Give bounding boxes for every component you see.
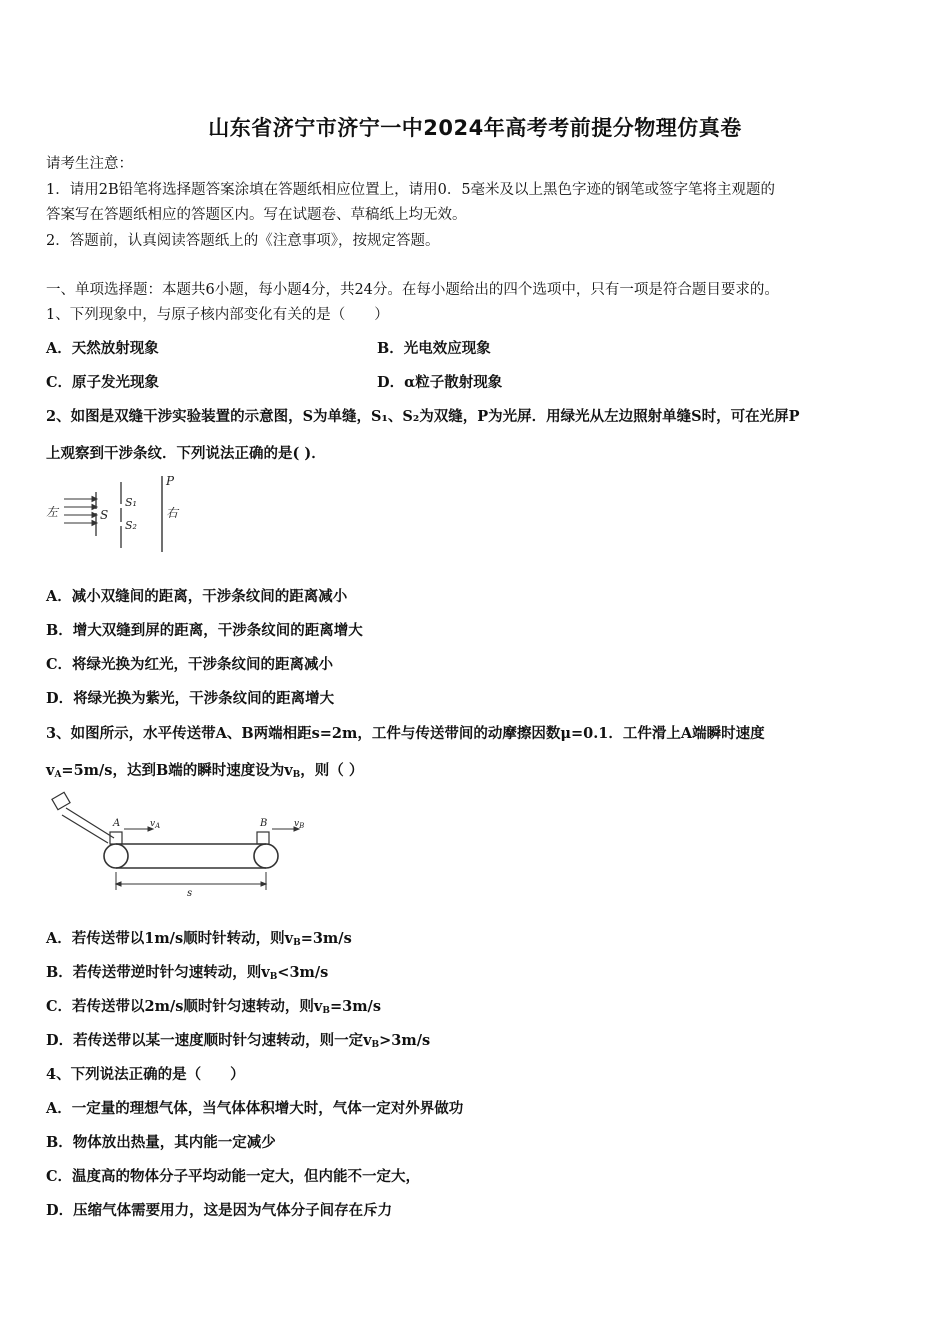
q3-option-b-value: <3m/s: [277, 964, 329, 981]
light-rays: [64, 497, 97, 526]
q3-option-b: [46, 961, 328, 982]
q1-option-d: D．α粒子散射现象: [377, 374, 503, 391]
exam-title: 山东省济宁市济宁一中2024年高考考前提分物理仿真卷: [208, 116, 742, 140]
q3-v: v: [46, 762, 55, 779]
q3-option-b-text: B．若传送带逆时针匀速转动，则v: [46, 964, 270, 981]
roller-b: [254, 844, 278, 868]
q2-stem-line-1: 2、如图是双缝干涉实验装置的示意图，S为单缝，S₁、S₂为双缝，P为光屏．用绿光从左边照射单缝S时，可在光屏P: [46, 408, 800, 425]
q3-stem-line-1: 3、如图所示，水平传送带A、B两端相距s=2m，工件与传送带间的动摩擦因数μ=0.1．工件滑上A端瞬时速度: [46, 725, 765, 742]
q2-stem-line-2: 上观察到干涉条纹．下列说法正确的是( )．: [46, 445, 326, 462]
q3-option-a: [46, 927, 352, 948]
q3-stem-middle: =5m/s，达到B端的瞬时速度设为v: [61, 762, 293, 779]
q4-option-b: B．物体放出热量，其内能一定减少: [46, 1134, 276, 1151]
q1-option-c: C．原子发光现象: [46, 374, 160, 391]
q2-option-d: D．将绿光换为紫光，干涉条纹间的距离增大: [46, 690, 335, 707]
q3-option-a-text: A．若传送带以1m/s顺时针转动，则v: [46, 930, 294, 947]
q3-v-sub-a: A: [54, 770, 62, 780]
q3-option-c-value: =3m/s: [329, 998, 382, 1015]
section-1-heading: 一、单项选择题：本题共6小题，每小题4分，共24分。在每小题给出的四个选项中，只有一项是符合题目要求的。: [46, 282, 779, 298]
q3-option-d-value: >3m/s: [379, 1032, 431, 1049]
label-vb: $v_B$: [294, 819, 305, 830]
block-a: [110, 832, 122, 844]
q1-option-b: B．光电效应现象: [377, 340, 491, 357]
q3-stem-line-2: [46, 759, 363, 780]
notice-heading: 请考生注意：: [46, 156, 133, 172]
q2-option-c: C．将绿光换为红光，干涉条纹间的距离减小: [46, 656, 334, 673]
q3-option-d-text: D．若传送带以某一速度顺时针匀速转动，则一定v: [46, 1032, 372, 1049]
q3-option-c-text: C．若传送带以2m/s顺时针匀速转动，则v: [46, 998, 323, 1015]
q1-stem: 1、下列现象中，与原子核内部变化有关的是（ ）: [46, 307, 389, 323]
q3-stem-end: ，则（ ）: [300, 762, 364, 779]
block-b: [257, 832, 269, 844]
label-a: A: [113, 818, 121, 829]
q4-option-a: A．一定量的理想气体，当气体体积增大时，气体一定对外界做功: [46, 1100, 464, 1117]
q4-stem: 4、下列说法正确的是（ ）: [46, 1066, 245, 1083]
q4-option-c: C．温度高的物体分子平均动能一定大，但内能不一定大，: [46, 1168, 421, 1185]
q4-option-d: D．压缩气体需要用力，这是因为气体分子间存在斥力: [46, 1202, 393, 1219]
q3-option-d-sub: B: [371, 1040, 380, 1050]
notice-line-3: 2．答题前，认真阅读答题纸上的《注意事项》，按规定答题。: [46, 233, 440, 249]
label-s: S: [100, 508, 109, 522]
notice-line-1: 1．请用2B铅笔将选择题答案涂填在答题纸相应位置上，请用0．5毫米及以上黑色字迹的钢笔或签字笔将主观题的: [46, 182, 776, 198]
label-va: $v_A$: [150, 819, 161, 830]
label-s2: S₂: [125, 519, 137, 532]
label-p: P: [166, 474, 175, 488]
label-s1: S₁: [125, 496, 137, 509]
double-slit-diagram: [44, 472, 194, 554]
label-b: B: [260, 818, 268, 829]
label-s: s: [187, 888, 193, 899]
conveyor-belt-diagram: [44, 790, 314, 902]
q2-option-b: B．增大双缝到屏的距离，干涉条纹间的距离增大: [46, 622, 363, 639]
q1-option-a: A．天然放射现象: [46, 340, 159, 357]
label-left: 左: [46, 505, 59, 519]
notice-line-2: 答案写在答题纸相应的答题区内。写在试题卷、草稿纸上均无效。: [46, 207, 467, 223]
q2-option-a: A．减小双缝间的距离，干涉条纹间的距离减小: [46, 588, 348, 605]
q3-option-a-sub: B: [293, 938, 301, 948]
q3-option-d: [46, 1029, 430, 1050]
q3-option-c-sub: B: [322, 1006, 330, 1016]
label-right: 右: [166, 506, 179, 520]
q3-v-sub-b: B: [292, 770, 301, 780]
q3-option-a-value: =3m/s: [300, 930, 352, 947]
roller-a: [104, 844, 128, 868]
q3-option-c: [46, 995, 381, 1016]
ramp-block: [52, 792, 114, 843]
q3-option-b-sub: B: [269, 972, 278, 982]
